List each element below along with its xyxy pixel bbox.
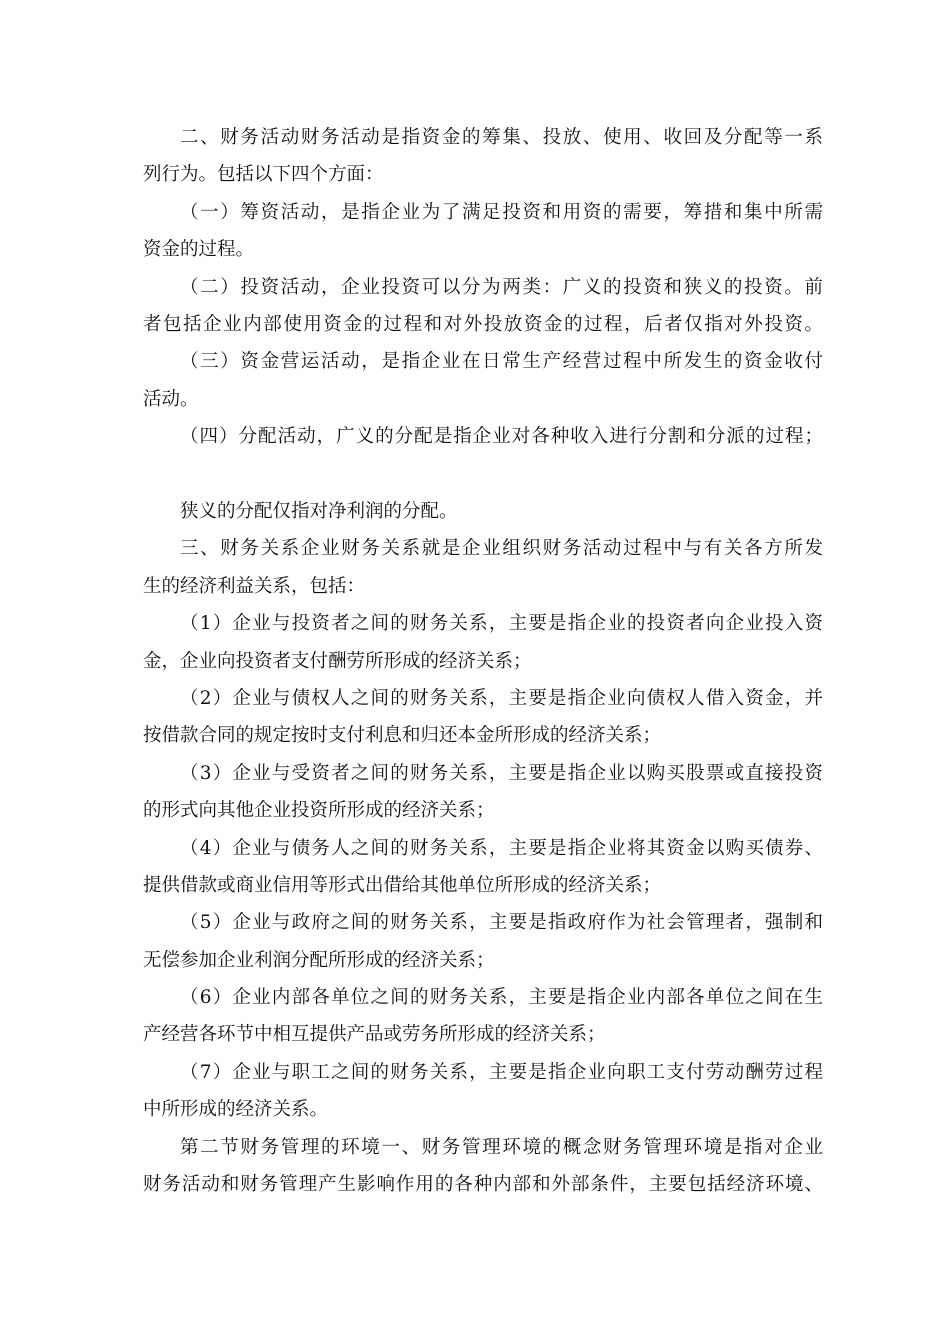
- paragraph-line: 生的经济利益关系，包括：: [143, 576, 366, 597]
- paragraph-line: 狭义的分配仅指对净利润的分配。: [180, 501, 458, 522]
- paragraph-line: 提供借款或商业信用等形式出借给其他单位所形成的经济关系；: [143, 875, 662, 896]
- paragraph-line: 产经营各环节中相互提供产品或劳务所形成的经济关系；: [143, 1024, 606, 1045]
- paragraph-line: 中所形成的经济关系。: [143, 1099, 329, 1120]
- paragraph-line: （二）投资活动，企业投资可以分为两类：广义的投资和狭义的投资。前: [180, 277, 823, 298]
- paragraph-line: （一）筹资活动，是指企业为了满足投资和用资的需要，筹措和集中所需: [180, 202, 823, 223]
- paragraph-line: 按借款合同的规定按时支付利息和归还本金所形成的经济关系；: [143, 725, 662, 746]
- paragraph-line: 三、财务关系企业财务关系就是企业组织财务活动过程中与有关各方所发: [180, 538, 823, 559]
- paragraph-line: 财务活动和财务管理产生影响作用的各种内部和外部条件，主要包括经济环境、: [143, 1174, 823, 1195]
- paragraph-line: （6）企业内部各单位之间的财务关系，主要是指企业内部各单位之间在生: [180, 987, 823, 1008]
- paragraph-line: （3）企业与受资者之间的财务关系，主要是指企业以购买股票或直接投资: [180, 763, 823, 784]
- paragraph-line: （5）企业与政府之间的财务关系，主要是指政府作为社会管理者，强制和: [180, 912, 823, 933]
- paragraph-line: 第二节财务管理的环境一、财务管理环境的概念财务管理环境是指对企业: [180, 1137, 823, 1158]
- paragraph-line: （7）企业与职工之间的财务关系，主要是指企业向职工支付劳动酬劳过程: [180, 1062, 823, 1083]
- paragraph-line: （2）企业与债权人之间的财务关系，主要是指企业向债权人借入资金，并: [180, 688, 823, 709]
- paragraph-line: 列行为。包括以下四个方面：: [143, 164, 384, 185]
- paragraph-line: 者包括企业内部使用资金的过程和对外投放资金的过程，后者仅指对外投资。: [143, 314, 823, 335]
- paragraph-line: （1）企业与投资者之间的财务关系，主要是指企业的投资者向企业投入资: [180, 613, 823, 634]
- paragraph-line: （三）资金营运活动，是指企业在日常生产经营过程中所发生的资金收付: [180, 351, 823, 372]
- paragraph-line: 的形式向其他企业投资所形成的经济关系；: [143, 800, 495, 821]
- paragraph-line: 二、财务活动财务活动是指资金的筹集、投放、使用、收回及分配等一系: [180, 127, 823, 148]
- paragraph-line: 资金的过程。: [143, 239, 255, 260]
- paragraph-line: （4）企业与债务人之间的财务关系，主要是指企业将其资金以购买债券、: [180, 838, 823, 859]
- paragraph-line: 无偿参加企业利润分配所形成的经济关系；: [143, 950, 495, 971]
- paragraph-line: 活动。: [143, 389, 199, 410]
- paragraph-line: 金，企业向投资者支付酬劳所形成的经济关系；: [143, 651, 532, 672]
- paragraph-line: （四）分配活动，广义的分配是指企业对各种收入进行分割和分派的过程；: [180, 426, 823, 447]
